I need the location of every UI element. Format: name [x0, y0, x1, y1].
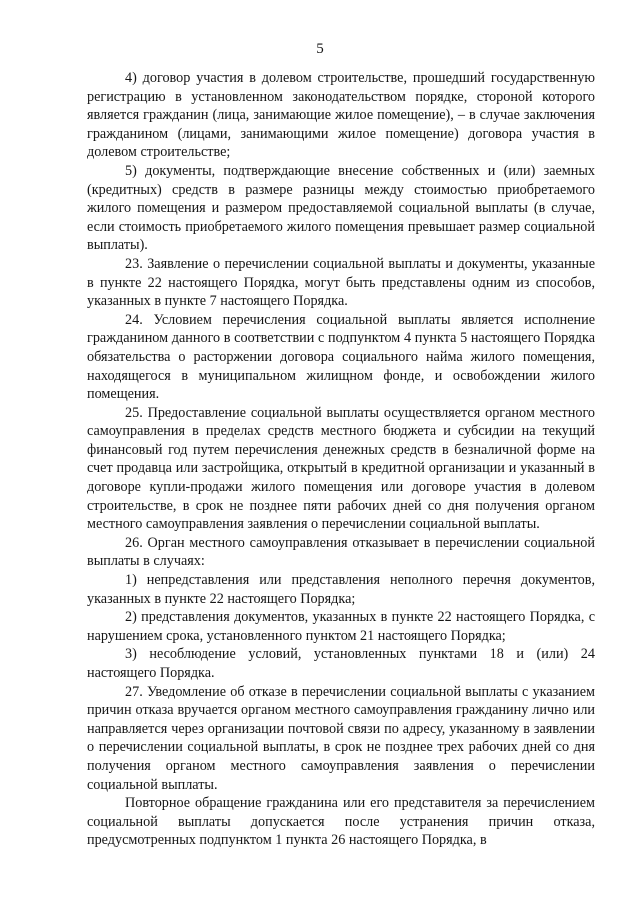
- paragraph-clause-25: 25. Предоставление социальной выплаты осуществляется органом местного самоуправления в пределах средств местного бюджета и субсидии на текущий финансовый год путем перечисления денежных средств в безналичной форме на счет продавца или застройщика, открытый в кредитной организации и указанный в договоре купли-продажи жилого помещения или договоре участия в долевом строительстве, в срок не позднее пяти рабочих дней со дня получения органом местного самоуправления заявления о перечислении социальной выплаты.: [87, 404, 595, 533]
- paragraph-refusal-reason-3: 3) несоблюдение условий, установленных пунктами 18 и (или) 24 настоящего Порядка.: [87, 646, 595, 681]
- paragraph-repeat-application: Повторное обращение гражданина или его представителя за перечислением социальной выплаты допускается после устранения причин отказа, предусмотренных подпунктом 1 пункта 26 настоящего Порядка, в: [87, 795, 595, 849]
- page-number: 5: [316, 41, 324, 57]
- paragraph-refusal-reason-2: 2) представления документов, указанных в пункте 22 настоящего Порядка, с нарушением срока, установленного пунктом 21 настоящего Порядка;: [87, 609, 595, 644]
- paragraph-clause-27: 27. Уведомление об отказе в перечислении социальной выплаты с указанием причин отказа вручается органом местного самоуправления гражданину лично или направляется через организации почтовой связи по адресу, указанному в заявлении о перечислении социальной выплаты, в срок не позднее трех рабочих дней со дня получения органом местного самоуправления заявления о перечислении социальной выплаты.: [87, 683, 595, 793]
- paragraph-item-5-documents: 5) документы, подтверждающие внесение собственных и (или) заемных (кредитных) средств в размере разницы между стоимостью приобретаемого жилого помещения и размером предоставляемой социальной выплаты (в случае, если стоимость приобретаемого жилого помещения превышает размер социальной выплаты).: [87, 162, 595, 254]
- paragraph-item-4-contract: 4) договор участия в долевом строительстве, прошедший государственную регистрацию в установленном законодательством порядке, стороной которого является гражданин (лица, занимающие жилое помещение), – в случае заключения гражданином (лицами, занимающими жилое помещение) договора участия в долевом строительстве;: [87, 70, 595, 161]
- paragraph-clause-23: 23. Заявление о перечислении социальной выплаты и документы, указанные в пункте 22 настоящего Порядка, могут быть представлены одним из способов, указанных в пункте 7 настоящего Порядка.: [87, 255, 595, 310]
- document-body: [87, 69, 595, 850]
- paragraph-refusal-reason-1: 1) непредставления или представления неполного перечня документов, указанных в пункте 22 настоящего Порядка;: [87, 572, 595, 607]
- paragraph-clause-24: 24. Условием перечисления социальной выплаты является исполнение гражданином данного в соответствии с подпунктом 4 пункта 5 настоящего Порядка обязательства о расторжении договора социального найма жилого помещения, находящегося в муниципальном жилищном фонде, и освобождении жилого помещения.: [87, 311, 595, 403]
- paragraph-clause-26: 26. Орган местного самоуправления отказывает в перечислении социальной выплаты в случаях:: [87, 534, 595, 570]
